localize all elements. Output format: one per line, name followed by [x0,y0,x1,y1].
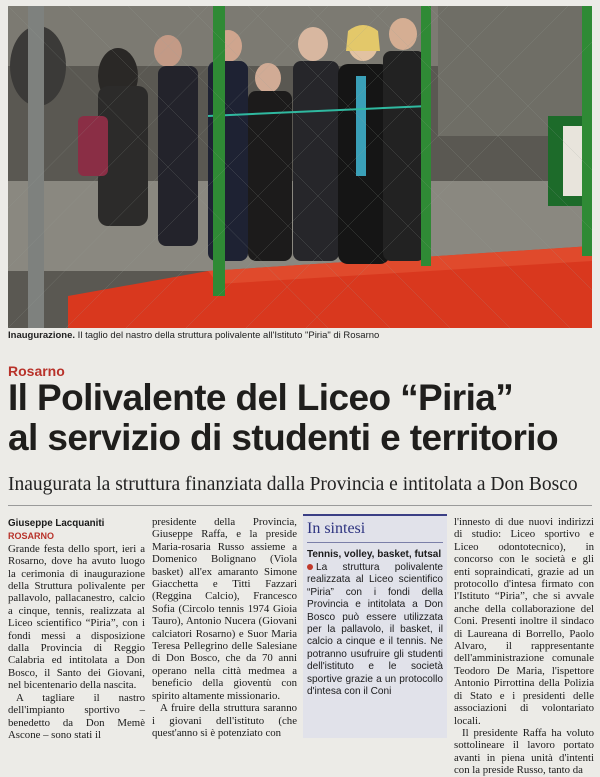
headline-line-2: al servizio di studenti e territorio [8,417,558,458]
paragraph: l'innesto di due nuovi indirizzi di studio: Liceo sportivo e Liceo odontotecnico), in concorso con le società e gli enti sopraindicati, grazie ad un protocollo d'intesa firmato con l'Istituto “Piria”, che si avvale anche della collaborazione del Coni. Presenti inoltre il sindaco di Laureana di Borrello, Paolo Alvaro, il rappresentante dell'amministrazione comunale Teodoro De Maria, l'ispettore Antonio Pirrottina della Polizia di Stato e i presidenti delle associazioni di volontariato locali. [454,516,594,727]
summary-text: La struttura polivalente realizzata al Liceo scientifico “Piria” con i fondi della Provincia e intitolata a Don Bosco può essere utilizzata per la pallavolo, il basket, il calcio a cinque e il tennis. Ne potranno usufruire gli studenti dell'istituto e le società sportive grazie a un protocollo d'intesa con il Coni [307,562,443,698]
article-column-4 [454,516,594,777]
author: Giuseppe Lacquaniti [8,518,105,529]
kicker: Rosarno [8,363,65,379]
subheadline: Inaugurata la struttura finanziata dalla Provincia e intitolata a Don Bosco [8,474,578,495]
headline [8,378,598,458]
headline-line-1: Il Polivalente del Liceo “Piria” [8,377,514,418]
caption-text: Il taglio del nastro della struttura polivalente all'Istituto "Piria" di Rosarno [75,330,380,341]
bullet-icon [307,564,313,570]
dateline: ROSARNO [8,531,55,542]
photo-caption [8,330,592,341]
paragraph: Il presidente Raffa ha voluto sottolineare il lavoro portato avanti in piena unità d'intenti con la preside Russo, tanto da [454,726,594,777]
paragraph: Grande festa dello sport, ieri a Rosarno, dove ha avuto luogo la cerimonia di inaugurazione della Struttura polivalente per pallavolo, pallacanestro, calcio a cinque, tennis, realizzata al Liceo scientifico “Piria”, con i fondi messi a disposizione dalla Provincia di Reggio Calabria ed intitolata a Don Bosco, il Santo dei Giovani, nel bicentenario della nascita. [8,542,145,692]
news-photo [8,6,592,328]
summary-subtitle: Tennis, volley, basket, futsal [307,549,442,560]
paragraph: presidente della Provincia, Giuseppe Raffa, e la preside Maria-rosaria Russo assieme a Domenico Bolignano (Viola basket) all'ex amaranto Simone Giacchetta e Titti Fazzari (Reggina Calcio), Francesco Sofia (Circolo tennis 1974 Gioia Tauro), Antonio Nucera (Giovani calciatori Rosarno) e Suor Maria Teresa Pellegrino delle Salesiane di Don Bosco, che da 70 anni operano nella città medmea a beneficio della gioventù con spirito altamente missionario. [152,516,297,702]
paragraph: A tagliare il nastro dell'impianto sportivo – benedetto da Don Memè Ascone – sono stati il [8,691,145,741]
summary-divider [307,542,443,543]
divider [8,505,592,506]
summary-box [303,514,447,738]
summary-title: In sintesi [307,520,366,537]
paragraph: A fruire della struttura saranno i giovani dell'istituto (che quest'anno si è potenziato con [152,702,297,739]
article-column-1 [8,518,145,741]
caption-bold: Inaugurazione. [8,330,76,341]
article-column-2 [152,516,297,739]
summary-body [307,562,443,698]
